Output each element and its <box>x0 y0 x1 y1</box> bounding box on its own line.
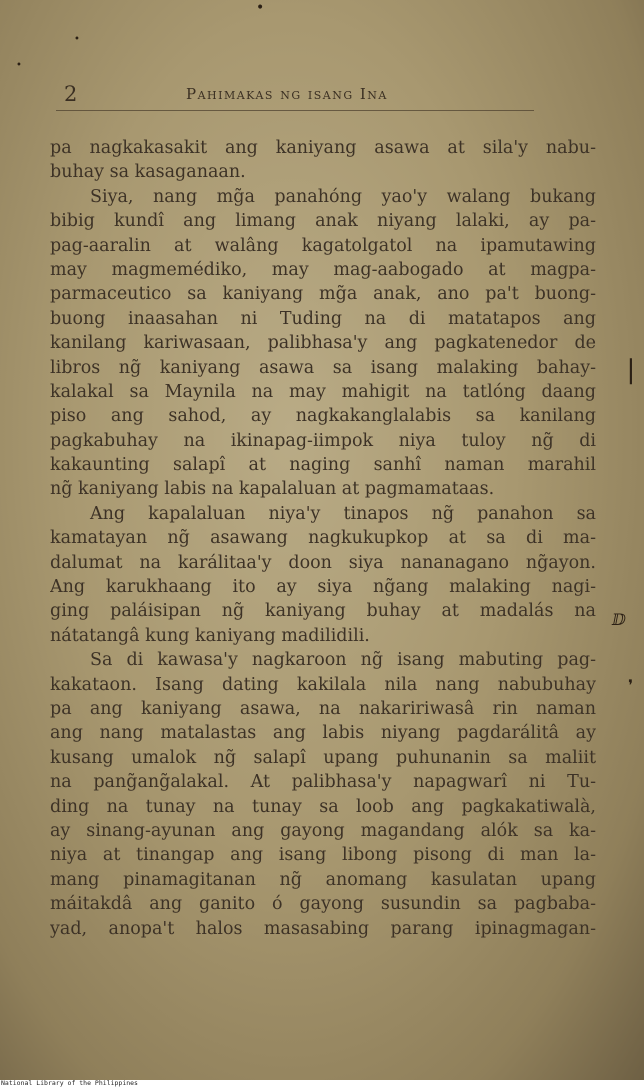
text-line: nátatangâ kung kaniyang madilidili. <box>50 625 370 646</box>
margin-mark: ❜ <box>628 676 634 695</box>
text-line: parmaceutico sa kaniyang mg̃a anak, ano pa't buong- <box>50 284 596 305</box>
text-line: libros ng̃ kaniyang asawa sa isang malaking bahay- <box>50 357 596 378</box>
text-line: ding na tunay na tunay sa loob ang pagkakatiwalà, <box>50 796 596 817</box>
text-line: kanilang kariwasaan, palibhasa'y ang pagkatenedor de <box>50 333 596 354</box>
text-line: máitakdâ ang ganito ó gayong susundin sa pagbaba- <box>50 894 596 915</box>
page-number: 2 <box>64 82 78 106</box>
text-line: Siya, nang mg̃a panahóng yao'y walang bukang <box>90 186 596 207</box>
text-line: Ang kapalaluan niya'y tinapos ng̃ panahon sa <box>90 503 596 524</box>
text-line: piso ang sahod, ay nagkakanglalabis sa kanilang <box>50 406 596 427</box>
text-line: pa ang kaniyang asawa, na nakaririwasâ rin naman <box>50 698 596 719</box>
text-line: kusang umalok ng̃ salapî upang puhunanin sa maliit <box>50 747 596 768</box>
text-line: yad, anopa't halos masasabing parang ipinagmagan- <box>50 918 596 939</box>
ink-speck: • <box>74 34 80 45</box>
body-text <box>50 136 596 941</box>
text-line: may magmemédiko, may mag-aabogado at magpa- <box>50 259 596 280</box>
text-line: dalumat na karálitaa'y doon siya nananagano ng̃ayon. <box>50 552 596 573</box>
text-line: ng̃ kaniyang labis na kapalaluan at pagmamataas. <box>50 479 495 500</box>
text-line: ang nang matalastas ang labis niyang pagdarálitâ ay <box>50 723 596 744</box>
text-line: kamatayan ng̃ asawang nagkukupkop at sa di ma- <box>50 528 596 549</box>
text-line: buong inaasahan ni Tuding na di matatapos ang <box>50 308 596 329</box>
footer-bar <box>0 1080 644 1088</box>
page-header <box>62 80 582 110</box>
running-title: Pahimakas ng isang Ina <box>186 85 388 103</box>
margin-mark: ❘ <box>620 355 642 385</box>
text-line: pagkabuhay na ikinapag-iimpok niya tuloy ng̃ di <box>50 430 596 451</box>
ink-speck: • <box>16 60 22 71</box>
margin-mark: ⅅ <box>612 610 626 629</box>
text-line: ging paláisipan ng̃ kaniyang buhay at madalás na <box>50 601 596 622</box>
text-line: bibig kundî ang limang anak niyang lalaki, ay pa- <box>50 211 596 232</box>
footer-credit: National Library of the Philippines <box>1 1079 138 1087</box>
text-line: kalakal sa Maynila na may mahigit na tatlóng daang <box>50 381 596 402</box>
text-line: niya at tinangap ang isang libong pisong di man la- <box>50 845 596 866</box>
text-line: Ang karukhaang ito ay siya ng̃ang malaking nagi- <box>50 577 596 598</box>
text-line: kakataon. Isang dating kakilala nila nang nabubuhay <box>50 674 596 695</box>
text-line: pa nagkakasakit ang kaniyang asawa at sila'y nabu- <box>50 138 596 158</box>
header-rule <box>56 110 534 111</box>
text-line: ay sinang-ayunan ang gayong magandang alók sa ka- <box>50 820 596 841</box>
text-line: na pang̃ang̃alakal. At palibhasa'y napagwarî ni Tu- <box>50 772 596 793</box>
text-line: Sa di kawasa'y nagkaroon ng̃ isang mabuting pag- <box>90 650 596 671</box>
text-line: kakaunting salapî at naging sanhî naman marahil <box>50 455 596 476</box>
text-line: pag-aaralin at walâng kagatolgatol na ipamutawing <box>50 235 596 256</box>
ink-speck: • <box>256 0 265 16</box>
text-line: mang pinamagitanan ng̃ anomang kasulatan upang <box>50 869 596 890</box>
text-line: buhay sa kasaganaan. <box>50 162 246 183</box>
